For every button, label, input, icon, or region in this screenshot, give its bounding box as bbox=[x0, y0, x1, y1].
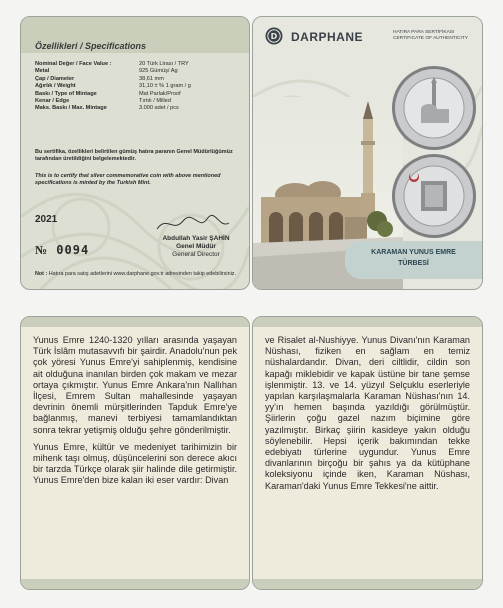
spec-row bbox=[35, 91, 240, 98]
certificate-cover-panel bbox=[252, 16, 483, 290]
signer-title-en: General Director bbox=[172, 251, 220, 258]
page-bottom-band bbox=[21, 579, 249, 589]
spec-label: Ağırlık / Weight bbox=[35, 83, 76, 90]
sales-note bbox=[35, 271, 245, 278]
coin-reverse bbox=[391, 153, 477, 239]
page-bottom-band bbox=[253, 579, 482, 589]
signer-title-tr: Genel Müdür bbox=[176, 243, 216, 250]
serial-prefix: № bbox=[35, 243, 49, 257]
page-top-band bbox=[21, 317, 249, 327]
brand-subtitle-en: CERTIFICATE OF AUTHENTICITY bbox=[393, 36, 468, 41]
paragraph: Yunus Emre 1240-1320 yılları arasında yaşayan Türk İslâm mutasavvıfı bir şairdir. Anadolu'nun pek çok yöresi Yunus Emre'yi sahiplenmiş, kendisine ait olduğuna inanılan birden çok makam ve mezar ortaya çıkmıştır. Yunus Emre Ankara'nın Nallıhan İlçesi, Emrem Sultan mahallesinde yaşayan devrinin önemli mürşitlerinden Tapduk Emre'ye bağlanmış, manevi terbiyesi tamamlandıktan sonra tekrar yetişmiş olduğu şehre gönderilmiştir. bbox=[33, 335, 237, 435]
monument-line-2: TÜRBESİ bbox=[398, 260, 429, 267]
booklet-right-page bbox=[252, 316, 483, 590]
signer-block bbox=[141, 235, 250, 259]
booklet-right-text bbox=[265, 335, 470, 498]
darphane-logo-icon bbox=[265, 27, 283, 45]
spec-label: Maks. Baskı / Max. Mintage bbox=[35, 105, 107, 112]
brand-subtitle-tr: HATIRA PARA SERTİFİKASI bbox=[393, 30, 455, 35]
spec-row bbox=[35, 83, 240, 90]
certificate-specs-panel bbox=[20, 16, 250, 290]
certify-text-en: This is to certify that silver commemorative coin with above mentioned specifications is minted by the Turkish Mint. bbox=[35, 173, 221, 186]
serial-number: 0094 bbox=[56, 243, 90, 257]
page-top-band bbox=[253, 317, 482, 327]
spec-label: Nominal Değer / Face Value : bbox=[35, 61, 112, 67]
spec-value: 31,10 ± % 1 gram / g bbox=[139, 83, 191, 90]
spec-value: 38,61 mm bbox=[139, 75, 164, 82]
mint-year: 2021 bbox=[35, 214, 58, 225]
spec-row bbox=[35, 61, 240, 68]
note-text: Hatıra para satış adetlerini www.darphane.gov.tr adresinden takip edebilirsiniz. bbox=[48, 271, 236, 277]
spec-label: Kenar / Edge bbox=[35, 98, 70, 105]
certify-text-tr: Bu sertifika, özellikleri belirtilen gümüş hatıra paranın Genel Müdürlüğümüz tarafından üretildiğini belgelemektedir. bbox=[35, 149, 233, 162]
spec-label: Metal bbox=[35, 68, 50, 75]
paragraph: ve Risalet al-Nushiyye. Yunus Divanı'nın Karaman Nüshası, fiziken en sağlam en temiz nüshalardandır. Divan, deri ciltlidir, cildin son kapağı miklebidir ve kapak üstüne bir tane şemse işlenmiştir. 13. ve 14. yüzyıl Selçuklu eserleriyle yapılan karşılaşmalarla Karaman Nüshası'nın 14. yy'ın hemen başında yazıldığı görülmüştür. Şiirlerin çoğu gazel nazım biçimine göre yazılmıştır. Birkaç şiirin kasideye yakın olduğu söylenebilir. Hepsi içerik bakımından tekke edebiyatı türlerine uygundur. Yunus Emre divanlarının birçoğu bir şahıs ya da kütüphane koleksiyonu içinde iken, Karaman Nüshası, Karaman'daki Yunus Emre Tekkesi'ne aittir. bbox=[265, 335, 470, 491]
signer-name: Abdullah Yasir ŞAHİN bbox=[162, 235, 230, 242]
specs-title: Özellikleri / Specifications bbox=[35, 41, 147, 51]
specs-table bbox=[35, 61, 240, 113]
brand-name: DARPHANE bbox=[291, 30, 364, 44]
spec-value: Mat Parlak/Proof bbox=[139, 90, 181, 97]
monument-name bbox=[345, 247, 482, 269]
spec-label: Çap / Diameter bbox=[35, 75, 75, 82]
spec-value: 3.000 adet / pcs bbox=[139, 105, 179, 112]
spec-row bbox=[35, 105, 240, 112]
booklet-left-page bbox=[20, 316, 250, 590]
spec-value: 20 Türk Lirası / TRY bbox=[139, 61, 189, 67]
brand-subtitle bbox=[393, 30, 468, 42]
coin-obverse bbox=[391, 65, 477, 151]
spec-value: Tırtılı / Milled bbox=[139, 98, 172, 105]
monument-line-1: KARAMAN YUNUS EMRE bbox=[371, 249, 456, 256]
spec-row bbox=[35, 68, 240, 75]
spec-label: Baskı / Type of Mintage bbox=[35, 90, 97, 97]
booklet-left-text bbox=[33, 335, 237, 493]
signature bbox=[153, 213, 233, 235]
svg-text:D: D bbox=[270, 32, 278, 41]
spec-row bbox=[35, 98, 240, 105]
note-label: Not : bbox=[35, 271, 48, 277]
spec-value: 925 Gümüş/ Ag bbox=[139, 68, 178, 75]
serial-number-block bbox=[35, 243, 89, 258]
paragraph: Yunus Emre, kültür ve medeniyet tarihimizin bir mihenk taşı olmuş, düşüncelerini son derece akıcı bir tarzda Türkçe olarak şiir halinde dile getirmiştir. Yunus Emre'den bize kalan iki eser vardır: Divan bbox=[33, 441, 237, 486]
spec-row bbox=[35, 76, 240, 83]
